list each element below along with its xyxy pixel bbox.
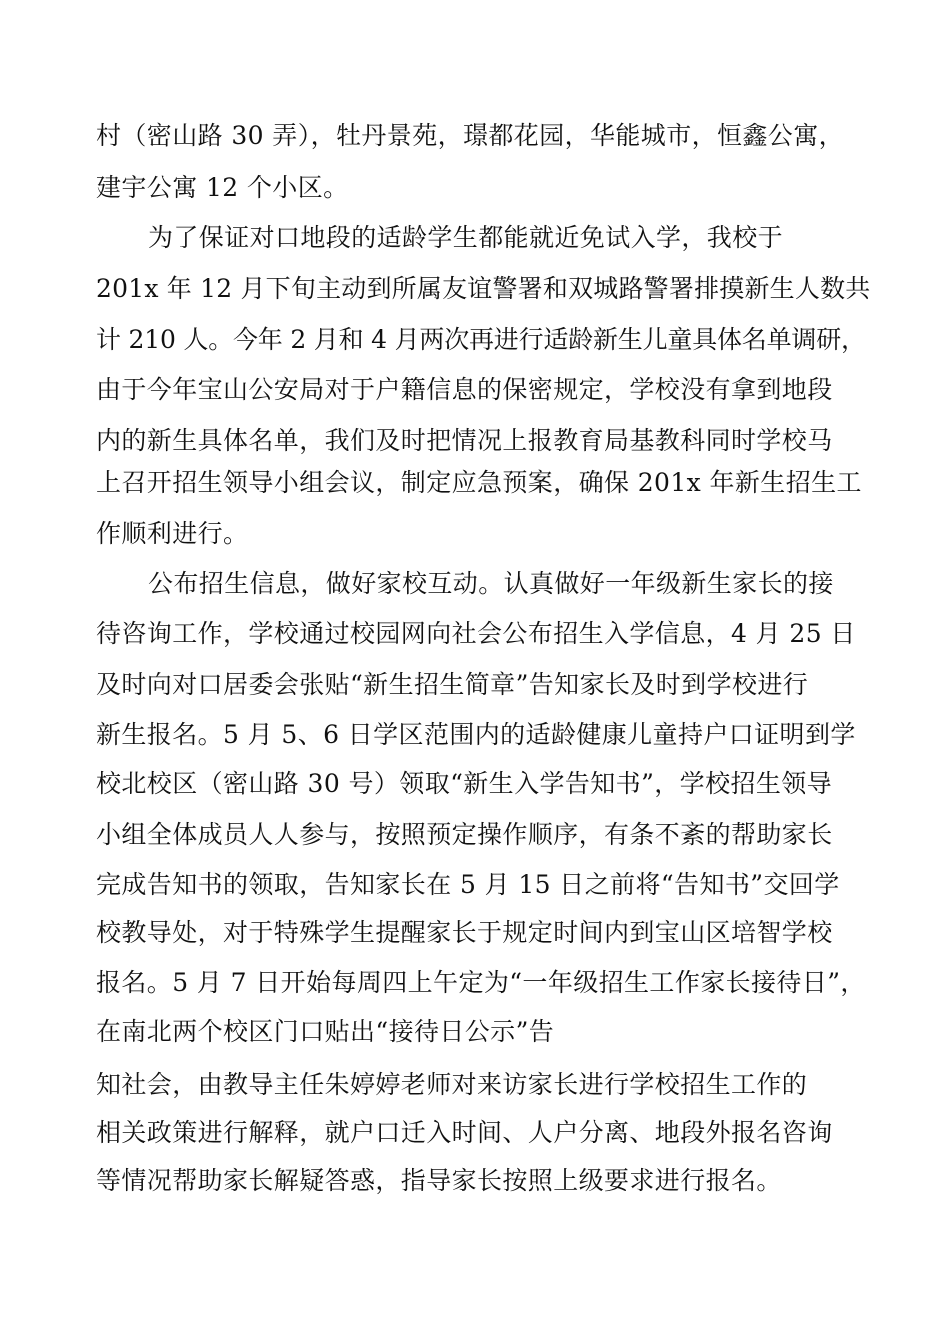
paragraph-line: 及时向对口居委会张贴“新生招生简章”告知家长及时到学校进行 xyxy=(96,670,809,699)
paragraph-line: 由于今年宝山公安局对于户籍信息的保密规定，学校没有拿到地段 xyxy=(96,375,833,404)
paragraph-line: 村（密山路 30 弄），牡丹景苑，璟都花园，华能城市，恒鑫公寓， xyxy=(96,121,845,150)
paragraph-line: 在南北两个校区门口贴出“接待日公示”告 xyxy=(96,1017,555,1046)
paragraph-line: 小组全体成员人人参与，按照预定操作顺序，有条不紊的帮助家长 xyxy=(96,820,833,849)
paragraph-line: 待咨询工作，学校通过校园网向社会公布招生入学信息，4 月 25 日 xyxy=(96,619,856,648)
paragraph-line: 校教导处，对于特殊学生提醒家长于规定时间内到宝山区培智学校 xyxy=(96,918,833,947)
paragraph-line: 校北校区（密山路 30 号）领取“新生入学告知书”，学校招生领导 xyxy=(96,769,833,798)
paragraph-line: 完成告知书的领取，告知家长在 5 月 15 日之前将“告知书”交回学 xyxy=(96,870,840,899)
paragraph-line: 作顺利进行。 xyxy=(96,519,249,548)
paragraph-line: 报名。5 月 7 日开始每周四上午定为“一年级招生工作家长接待日”， xyxy=(96,968,866,997)
paragraph-line: 公布招生信息，做好家校互动。认真做好一年级新生家长的接 xyxy=(148,569,834,598)
paragraph-line: 上召开招生领导小组会议，制定应急预案，确保 201x 年新生招生工 xyxy=(96,468,862,497)
paragraph-line: 为了保证对口地段的适龄学生都能就近免试入学，我校于 xyxy=(148,223,784,252)
paragraph-line: 计 210 人。今年 2 月和 4 月两次再进行适龄新生儿童具体名单调研， xyxy=(96,325,866,354)
paragraph-line: 201x 年 12 月下旬主动到所属友谊警署和双城路警署排摸新生人数共 xyxy=(96,274,871,303)
paragraph-line: 知社会，由教导主任朱婷婷老师对来访家长进行学校招生工作的 xyxy=(96,1070,808,1099)
paragraph-line: 相关政策进行解释，就户口迁入时间、人户分离、地段外报名咨询 xyxy=(96,1118,833,1147)
paragraph-line: 内的新生具体名单，我们及时把情况上报教育局基教科同时学校马 xyxy=(96,426,833,455)
paragraph-line: 等情况帮助家长解疑答惑，指导家长按照上级要求进行报名。 xyxy=(96,1166,782,1195)
paragraph-line: 新生报名。5 月 5、6 日学区范围内的适龄健康儿童持户口证明到学 xyxy=(96,720,856,749)
paragraph-line: 建宇公寓 12 个小区。 xyxy=(96,173,349,202)
